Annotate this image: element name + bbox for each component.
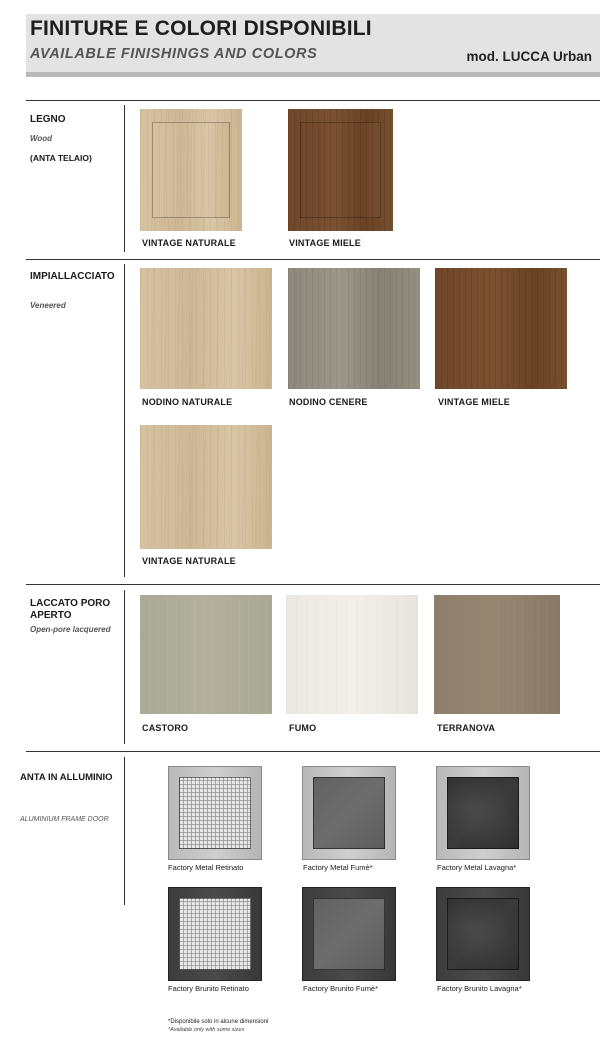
swatch-label: CASTORO (142, 723, 189, 733)
swatch-label: Factory Brunito Fumè* (303, 984, 379, 993)
swatch-nodino-naturale (140, 268, 272, 389)
page-title: FINITURE E COLORI DISPONIBILI (30, 17, 372, 40)
section-divider (26, 259, 600, 260)
swatch-legno-vintage-miele (288, 109, 393, 231)
section-divider (26, 751, 600, 752)
swatch-factory-brunito-fume (302, 887, 396, 981)
swatch-label: VINTAGE MIELE (438, 397, 510, 407)
column-separator (124, 264, 125, 577)
header-underline (26, 72, 600, 77)
section-title-legno: LEGNO (30, 114, 66, 125)
section-title-impiallacciato: IMPIALLACCIATO (30, 271, 115, 282)
swatch-nodino-cenere (288, 268, 420, 389)
column-separator (124, 590, 125, 744)
model-name: mod. LUCCA Urban (466, 49, 592, 64)
swatch-fumo (286, 595, 418, 714)
swatch-factory-brunito-retinato (168, 887, 262, 981)
swatch-label: NODINO NATURALE (142, 397, 233, 407)
swatch-vintage-miele (435, 268, 567, 389)
swatch-label: NODINO CENERE (289, 397, 368, 407)
swatch-factory-metal-lavagna (436, 766, 530, 860)
swatch-castoro (140, 595, 272, 714)
swatch-label: FUMO (289, 723, 317, 733)
swatch-label: VINTAGE NATURALE (142, 238, 236, 248)
section-subtitle-impiallacciato: Veneered (30, 301, 66, 310)
section-subtitle-alluminio: ALUMINIUM FRAME DOOR (20, 816, 109, 823)
page-subtitle: AVAILABLE FINISHINGS AND COLORS (30, 46, 318, 62)
section-note-legno: (ANTA TELAIO) (30, 153, 92, 163)
swatch-label: VINTAGE MIELE (289, 238, 361, 248)
swatch-terranova (434, 595, 560, 714)
swatch-label: Factory Metal Lavagna* (437, 863, 517, 872)
swatch-vintage-naturale (140, 425, 272, 549)
section-title-alluminio: ANTA IN ALLUMINIO (20, 772, 113, 783)
swatch-legno-vintage-naturale (140, 109, 242, 231)
section-subtitle-laccato: Open-pore lacquered (30, 625, 111, 634)
footnote-en: *Available only with some sizes (168, 1027, 245, 1033)
section-divider (26, 100, 600, 101)
section-subtitle-legno: Wood (30, 134, 53, 143)
swatch-factory-brunito-lavagna (436, 887, 530, 981)
section-title-laccato-line2: APERTO (30, 610, 72, 621)
column-separator (124, 757, 125, 905)
swatch-label: Factory Brunito Retinato (168, 984, 249, 993)
swatch-label: TERRANOVA (437, 723, 496, 733)
swatch-label: Factory Brunito Lavagna* (437, 984, 522, 993)
section-title-laccato: LACCATO PORO (30, 598, 111, 609)
swatch-label: Factory Metal Retinato (168, 863, 244, 872)
swatch-label: VINTAGE NATURALE (142, 556, 236, 566)
swatch-label: Factory Metal Fumè* (303, 863, 373, 872)
swatch-factory-metal-retinato (168, 766, 262, 860)
column-separator (124, 105, 125, 252)
footnote-it: *Disponibile solo in alcune dimensioni (168, 1019, 269, 1025)
swatch-factory-metal-fume (302, 766, 396, 860)
section-divider (26, 584, 600, 585)
